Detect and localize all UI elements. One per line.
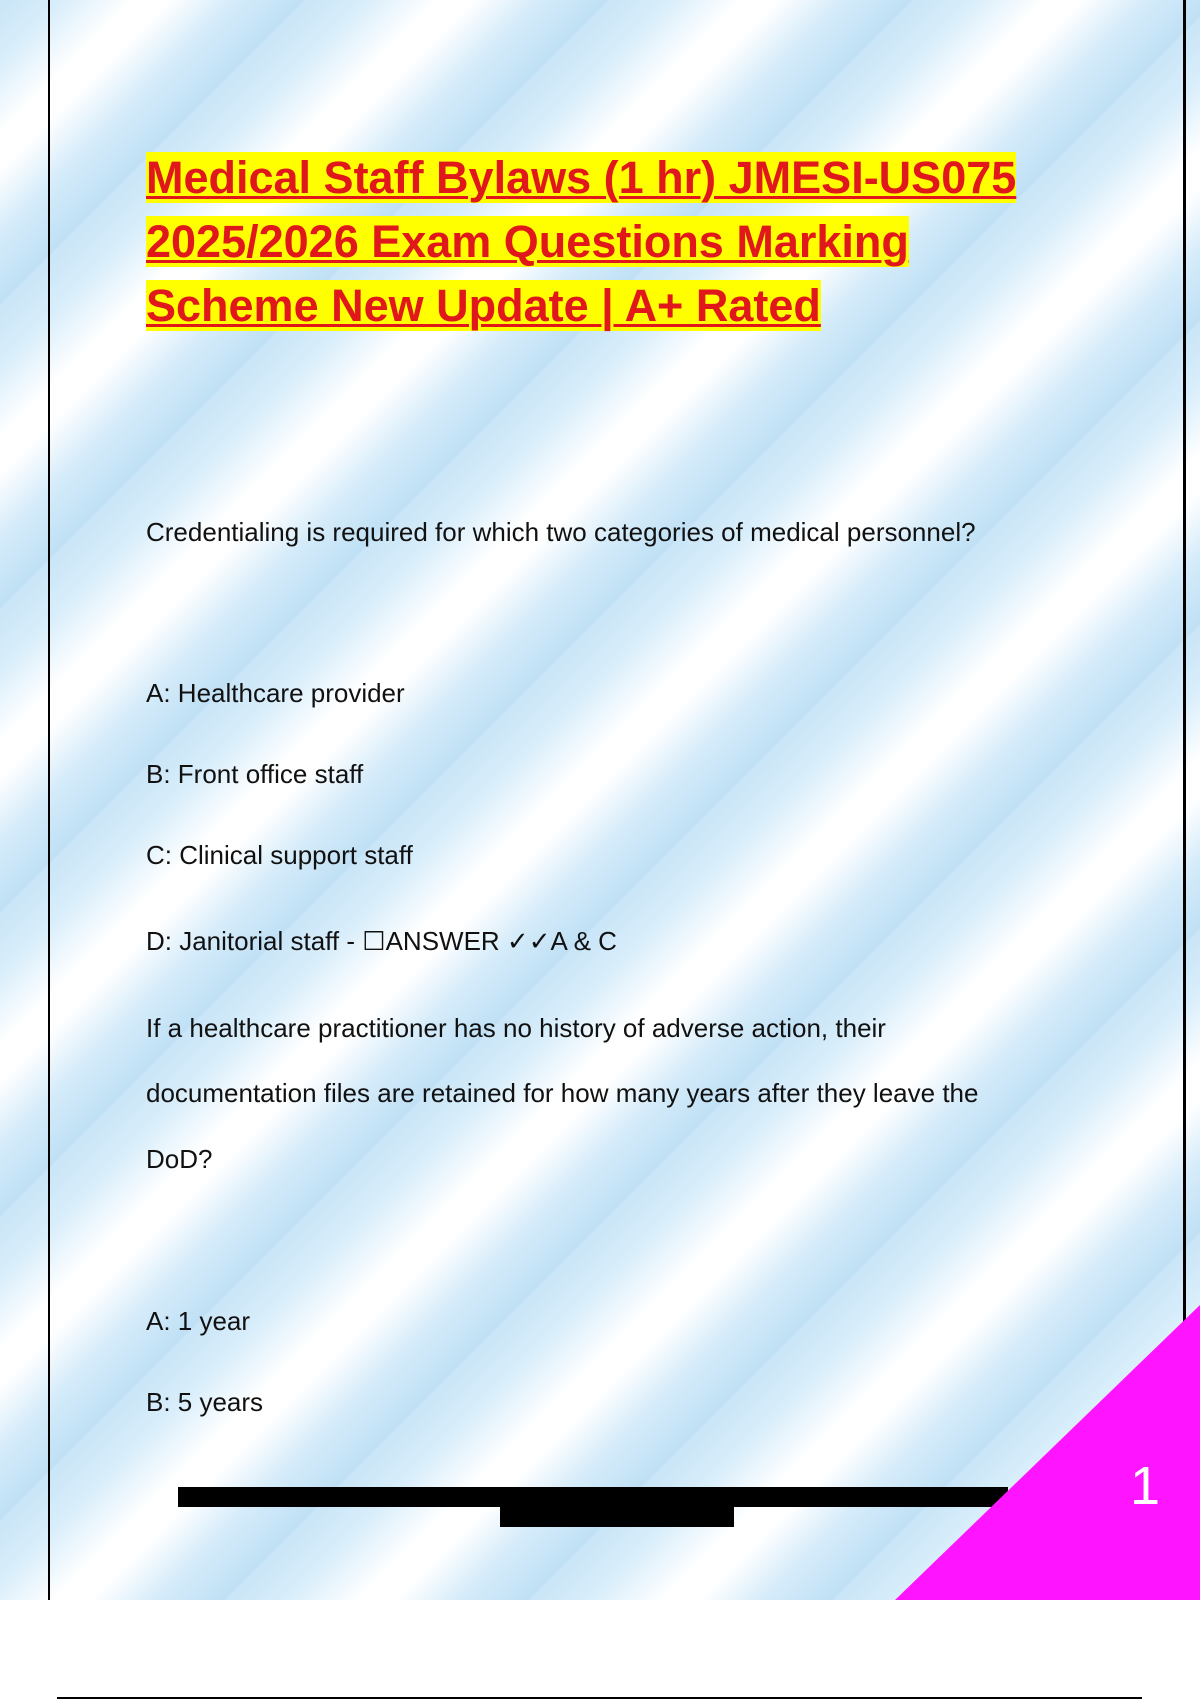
question-2-option-b: B: 5 years (146, 1387, 264, 1417)
document-title (146, 146, 1106, 338)
page-number: 1 (1130, 1456, 1161, 1516)
question-2-text-line-1: If a healthcare practitioner has no history of adverse action, their (146, 1013, 886, 1043)
question-1-option-b: B: Front office staff (146, 759, 364, 789)
question-1-text: Credentialing is required for which two categories of medical personnel? (146, 517, 976, 547)
page-left-border (48, 0, 50, 1600)
question-2-text-line-2: documentation files are retained for how many years after they leave the (146, 1078, 979, 1108)
question-2-text-line-3: DoD? (146, 1144, 213, 1174)
bottom-rule (57, 1697, 1142, 1699)
question-1-option-c: C: Clinical support staff (146, 840, 413, 870)
question-2-option-a: A: 1 year (146, 1306, 251, 1336)
footer-tab (500, 1500, 734, 1527)
title-line-2: 2025/2026 Exam Questions Marking (146, 216, 909, 267)
corner-triangle (895, 1305, 1200, 1600)
title-line-1: Medical Staff Bylaws (1 hr) JMESI-US075 (146, 152, 1017, 203)
question-1-option-a: A: Healthcare provider (146, 678, 405, 708)
title-line-3: Scheme New Update | A+ Rated (146, 280, 821, 331)
question-1-option-d-answer: D: Janitorial staff - ☐ANSWER ✓✓A & C (146, 926, 617, 956)
